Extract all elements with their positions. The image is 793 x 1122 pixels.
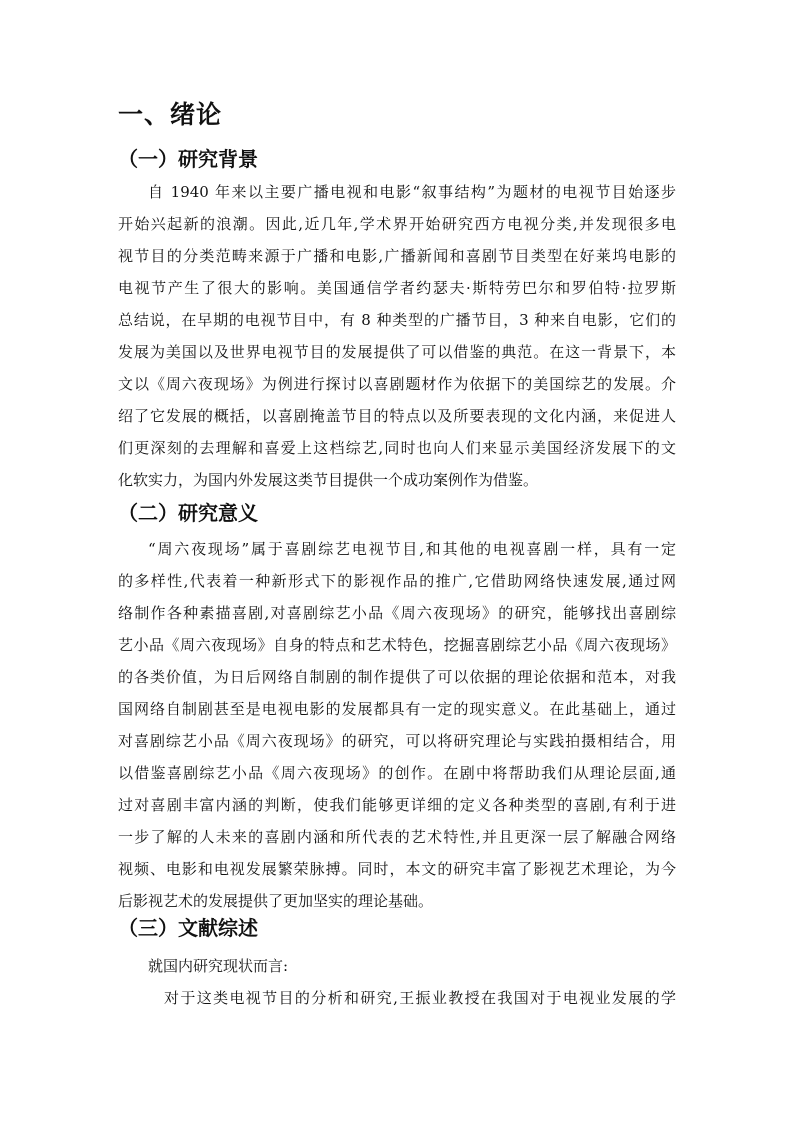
text-line: 后影视艺术的发展提供了更加坚实的理论基础。 (118, 892, 434, 910)
text-line: 们更深刻的去理解和喜爱上这档综艺,同时也向人们来显示美国经济发展下的文 (118, 439, 676, 457)
paragraph-significance (118, 533, 676, 917)
text-line: 文以《周六夜现场》为例进行探讨以喜剧题材作为依据下的美国综艺的发展。介 (118, 375, 676, 393)
text-line: 开始兴起新的浪潮。因此,近几年,学术界开始研究西方电视分类,并发现很多电 (118, 215, 676, 233)
text-line: 过对喜剧丰富内涵的判断，使我们能够更详细的定义各种类型的喜剧,有利于进 (118, 796, 676, 814)
section-heading-literature-review: （三）文献综述 (118, 916, 258, 940)
paragraph-literature-review (118, 950, 676, 1014)
text-line: 视节目的分类范畴来源于广播和电影,广播新闻和喜剧节目类型在好莱坞电影的 (118, 247, 676, 265)
text-line: 络制作各种素描喜剧,对喜剧综艺小品《周六夜现场》的研究，能够找出喜剧综 (118, 604, 676, 622)
text-line: 自 1940 年来以主要广播电视和电影“叙事结构”为题材的电视节目始逐步 (148, 183, 676, 201)
text-line: 视频、电影和电视发展繁荣脉搏。同时，本文的研究丰富了影视艺术理论，为今 (118, 860, 676, 878)
text-line: 对喜剧综艺小品《周六夜现场》的研究，可以将研究理论与实践拍摄相结合，用 (118, 732, 676, 750)
text-line: 绍了它发展的概括，以喜剧掩盖节目的特点以及所要表现的文化内涵，来促进人 (118, 407, 676, 425)
section-heading-significance: （二）研究意义 (118, 501, 258, 525)
chapter-title: 一、绪论 (118, 100, 223, 129)
text-line: 以借鉴喜剧综艺小品《周六夜现场》的创作。在剧中将帮助我们从理论层面,通 (118, 764, 676, 782)
text-line: 电视节产生了很大的影响。美国通信学者约瑟夫·斯特劳巴尔和罗伯特·拉罗斯 (118, 279, 676, 297)
text-line: 一步了解的人未来的喜剧内涵和所代表的艺术特性,并且更深一层了解融合网络 (118, 828, 676, 846)
text-line: 化软实力，为国内外发展这类节目提供一个成功案例作为借鉴。 (118, 471, 539, 489)
text-line: 发展为美国以及世界电视节目的发展提供了可以借鉴的典范。在这一背景下，本 (118, 343, 676, 361)
text-line: 的各类价值，为日后网络自制剧的制作提供了可以依据的理论依据和范本，对我 (118, 668, 676, 686)
text-line: 的多样性,代表着一种新形式下的影视作品的推广,它借助网络快速发展,通过网 (118, 572, 676, 590)
section-heading-background: （一）研究背景 (118, 147, 258, 171)
text-line: 总结说，在早期的电视节目中，有 8 种类型的广播节目，3 种来自电影，它们的 (118, 311, 676, 329)
paragraph-background (118, 176, 676, 496)
text-line: 艺小品《周六夜现场》自身的特点和艺术特色，挖掘喜剧综艺小品《周六夜现场》 (118, 636, 676, 654)
text-line: 就国内研究现状而言: (148, 957, 289, 975)
text-line: 对于这类电视节目的分析和研究,王振业教授在我国对于电视业发展的学 (164, 989, 676, 1007)
text-line: “周六夜现场”属于喜剧综艺电视节目,和其他的电视喜剧一样，具有一定 (148, 540, 676, 558)
text-line: 国网络自制剧甚至是电视电影的发展都具有一定的现实意义。在此基础上，通过 (118, 700, 676, 718)
